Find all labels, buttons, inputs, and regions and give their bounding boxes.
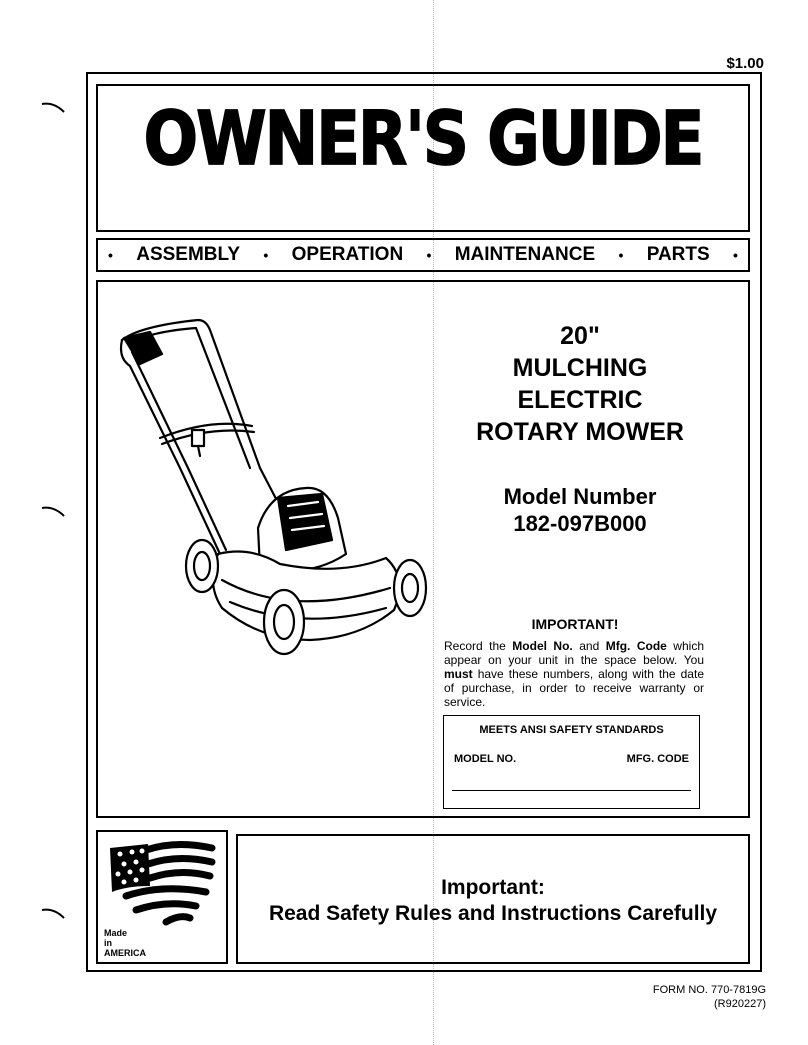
product-size: 20" xyxy=(560,322,600,350)
product-line-mower: ROTARY MOWER xyxy=(476,418,684,446)
form-revision-text: (R920227) xyxy=(714,998,766,1010)
product-heading xyxy=(430,320,730,448)
made-line: in xyxy=(104,938,112,948)
safety-notice-box xyxy=(236,834,750,964)
title-box xyxy=(96,84,750,232)
notice-text: Read Safety Rules and Instructions Carefully xyxy=(268,902,718,925)
text-fragment: have these numbers, along with the date of purchase, in order to receive warranty or service. xyxy=(444,667,704,709)
banner-item-maintenance: MAINTENANCE xyxy=(454,244,596,265)
made-in-america-box xyxy=(96,830,228,964)
text-fragment: which appear on your unit in the space below. You xyxy=(444,639,704,667)
made-in-label xyxy=(104,928,146,958)
bullet: • xyxy=(108,247,113,263)
banner-item-parts: PARTS xyxy=(646,244,710,265)
ansi-record-box xyxy=(443,715,700,809)
text-bold-must: must xyxy=(444,667,473,681)
text-bold-mfg: Mfg. Code xyxy=(605,639,667,653)
made-line: AMERICA xyxy=(104,948,146,958)
lawn-mower-illustration xyxy=(110,318,440,663)
banner-item-operation: OPERATION xyxy=(291,244,404,265)
model-number: 182-097B000 xyxy=(513,511,647,536)
banner-item-assembly: ASSEMBLY xyxy=(136,244,241,265)
important-text xyxy=(444,639,704,709)
important-title: IMPORTANT! xyxy=(531,616,619,632)
form-number-text: FORM NO. 770-7819G xyxy=(652,984,766,996)
margin-mark xyxy=(40,906,68,920)
model-label: Model Number xyxy=(503,484,657,509)
mfg-code-label: MFG. CODE xyxy=(626,753,689,765)
margin-mark xyxy=(40,504,68,518)
ansi-heading: MEETS ANSI SAFETY STANDARDS xyxy=(479,724,664,736)
notice-heading: Important: xyxy=(441,876,545,899)
write-in-line xyxy=(452,790,691,791)
margin-mark xyxy=(40,100,68,114)
price: $1.00 xyxy=(726,55,764,72)
form-number xyxy=(653,983,766,1011)
model-no-label: MODEL NO. xyxy=(454,753,517,765)
text-fragment: Record the xyxy=(444,639,513,653)
made-line: Made xyxy=(104,928,128,938)
model-number-block xyxy=(430,483,730,537)
bullet: • xyxy=(733,247,738,263)
page-title: OWNER'S GUIDE xyxy=(143,97,703,183)
text-fragment: and xyxy=(572,639,606,653)
bullet: • xyxy=(263,247,269,263)
bullet: • xyxy=(426,247,432,263)
product-line-mulching: MULCHING xyxy=(512,354,648,382)
topic-banner xyxy=(96,238,750,272)
american-flag-icon xyxy=(106,840,218,926)
text-bold-model: Model No. xyxy=(512,639,573,653)
bullet: • xyxy=(618,247,624,263)
product-line-electric: ELECTRIC xyxy=(517,386,643,414)
